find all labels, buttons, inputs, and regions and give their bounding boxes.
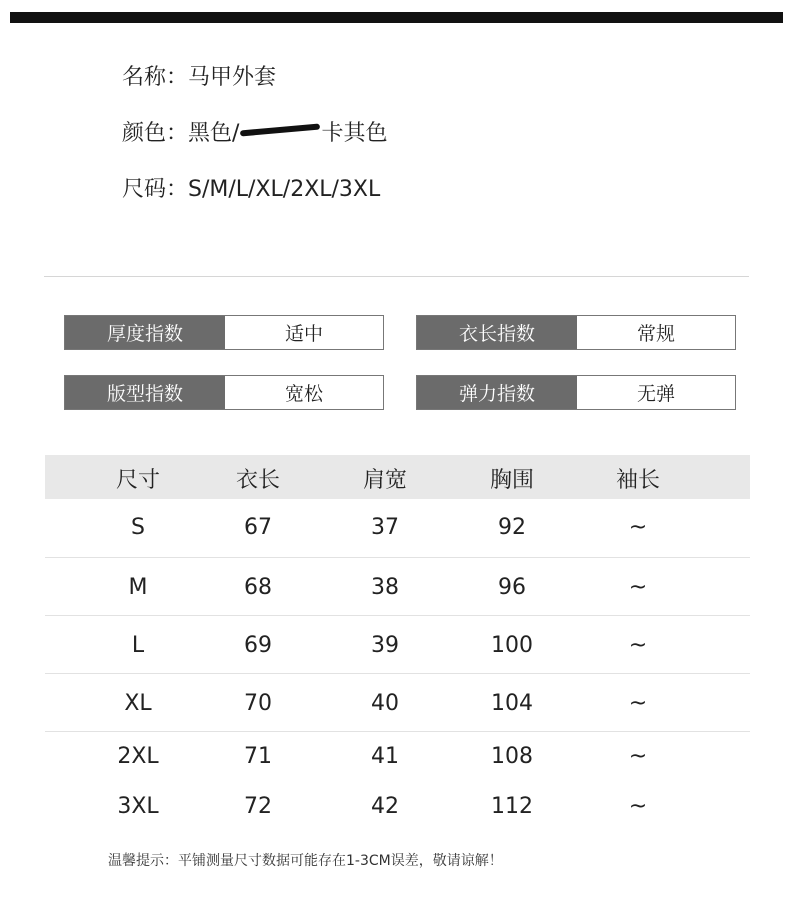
table-cell: ~ xyxy=(628,633,648,658)
table-cell: 96 xyxy=(498,575,526,600)
table-header-cell: 胸围 xyxy=(489,468,534,493)
size-value: S/M/L/XL/2XL/3XL xyxy=(188,177,381,202)
table-cell: S xyxy=(131,515,145,540)
index-thickness xyxy=(64,315,384,350)
table-cell: XL xyxy=(124,691,152,716)
product-name xyxy=(122,60,276,91)
table-cell: 37 xyxy=(371,515,399,540)
table-cell: 42 xyxy=(371,794,399,819)
table-cell: ~ xyxy=(628,575,648,600)
table-row-divider xyxy=(45,557,750,558)
color-label: 颜色： xyxy=(122,121,189,146)
table-cell: 71 xyxy=(244,744,272,769)
index-value: 宽松 xyxy=(284,383,323,405)
table-cell: L xyxy=(131,633,145,658)
table-header-cell: 衣长 xyxy=(235,468,280,493)
product-color xyxy=(122,116,387,147)
table-row-divider xyxy=(45,731,750,732)
table-cell: 38 xyxy=(371,575,399,600)
table-cell: 112 xyxy=(491,794,533,819)
measurement-tip: 温馨提示：平铺测量尺寸数据可能存在1-3CM误差，敬请谅解！ xyxy=(108,853,503,869)
index-stretch xyxy=(416,375,736,410)
table-cell: 39 xyxy=(371,633,399,658)
table-cell: 41 xyxy=(371,744,399,769)
table-row-divider xyxy=(45,615,750,616)
table-cell: ~ xyxy=(628,691,648,716)
index-value: 常规 xyxy=(636,323,675,345)
table-cell: 2XL xyxy=(117,744,159,769)
size-label: 尺码： xyxy=(122,177,189,202)
table-cell: 92 xyxy=(498,515,526,540)
table-cell: 104 xyxy=(491,691,533,716)
color-value-end: 卡其色 xyxy=(321,121,388,146)
index-fit xyxy=(64,375,384,410)
redaction-mark xyxy=(240,124,320,137)
table-row-divider xyxy=(45,673,750,674)
top-bar xyxy=(10,12,783,23)
table-header-cell: 袖长 xyxy=(615,468,660,493)
index-key: 厚度指数 xyxy=(65,316,225,349)
product-sizes xyxy=(122,172,380,203)
table-cell: 108 xyxy=(491,744,533,769)
table-cell: 69 xyxy=(244,633,272,658)
index-key: 衣长指数 xyxy=(417,316,577,349)
table-header-cell: 尺寸 xyxy=(115,468,160,493)
table-cell: 72 xyxy=(244,794,272,819)
table-cell: 100 xyxy=(491,633,533,658)
table-header-cell: 肩宽 xyxy=(362,468,407,493)
index-key: 弹力指数 xyxy=(417,376,577,409)
table-cell: ~ xyxy=(628,744,648,769)
table-cell: 3XL xyxy=(117,794,159,819)
index-value: 无弹 xyxy=(636,383,675,405)
table-cell: ~ xyxy=(628,515,648,540)
index-value: 适中 xyxy=(284,323,323,345)
name-label: 名称： xyxy=(122,65,189,90)
table-cell: M xyxy=(128,575,148,600)
table-cell: 68 xyxy=(244,575,272,600)
section-divider xyxy=(44,276,749,277)
name-value: 马甲外套 xyxy=(188,65,277,90)
index-key: 版型指数 xyxy=(65,376,225,409)
index-length xyxy=(416,315,736,350)
table-cell: 40 xyxy=(371,691,399,716)
table-cell: 67 xyxy=(244,515,272,540)
table-cell: 70 xyxy=(244,691,272,716)
table-cell: ~ xyxy=(628,794,648,819)
color-value-start: 黑色/ xyxy=(188,121,240,146)
